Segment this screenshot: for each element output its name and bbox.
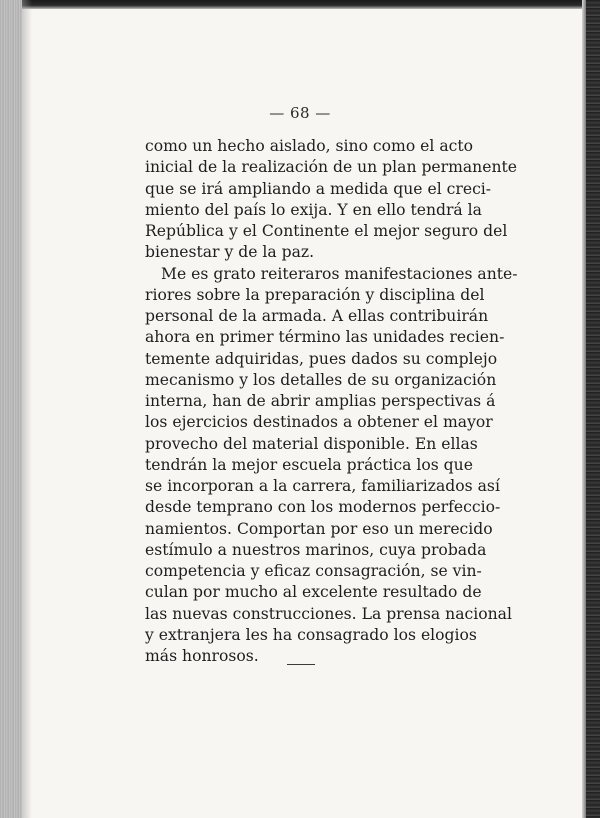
body-text (145, 136, 518, 667)
text-line: que se irá ampliando a medida que el creci- (145, 179, 492, 198)
text-line: y extranjera les ha consagrado los elogios (145, 625, 477, 644)
scan-right-edge (586, 0, 600, 818)
text-line: tendrán la mejor escuela práctica los que (145, 455, 473, 474)
text-line: los ejercicios destinados a obtener el mayor (145, 413, 493, 432)
text-line: bienestar y de la paz. (145, 243, 315, 262)
gutter-shadow (22, 0, 32, 818)
book-binding-gutter (0, 0, 22, 818)
text-line: inicial de la realización de un plan permanente (145, 158, 517, 177)
closing-rule (287, 664, 315, 665)
text-line: se incorporan a la carrera, familiarizados así (145, 477, 500, 495)
scan-top-edge (0, 0, 600, 9)
text-line: más honrosos. (145, 647, 259, 665)
text-line: como un hecho aislado, sino como el acto (145, 137, 474, 155)
text-line: República y el Continente el mejor seguro del (145, 222, 508, 240)
text-line: namientos. Comportan por eso un merecido (145, 519, 493, 538)
text-line: mecanismo y los detalles de su organización (145, 370, 497, 389)
text-line: las nuevas construcciones. La prensa nacional (145, 604, 512, 623)
text-line: riores sobre la preparación y disciplina del (145, 285, 485, 304)
text-line: ahora en primer término las unidades recien- (145, 328, 505, 347)
text-line: culan por mucho al excelente resultado de (145, 583, 482, 602)
text-line: personal de la armada. A ellas contribuirán (145, 307, 489, 325)
text-line: miento del país lo exija. Y en ello tendrá la (145, 200, 482, 219)
text-line: interna, han de abrir amplias perspectivas á (145, 392, 496, 410)
text-line: estímulo a nuestros marinos, cuya probada (145, 540, 487, 559)
text-line: temente adquiridas, pues dados su complejo (145, 349, 498, 368)
text-line: competencia y eficaz consagración, se vin- (145, 562, 482, 580)
text-line: desde temprano con los modernos perfeccio- (145, 498, 501, 517)
text-line: provecho del material disponible. En ellas (145, 434, 478, 453)
paragraph-first-line: Me es grato reiteraros manifestaciones ante- (161, 264, 518, 283)
page-number: — 68 — (269, 104, 331, 122)
